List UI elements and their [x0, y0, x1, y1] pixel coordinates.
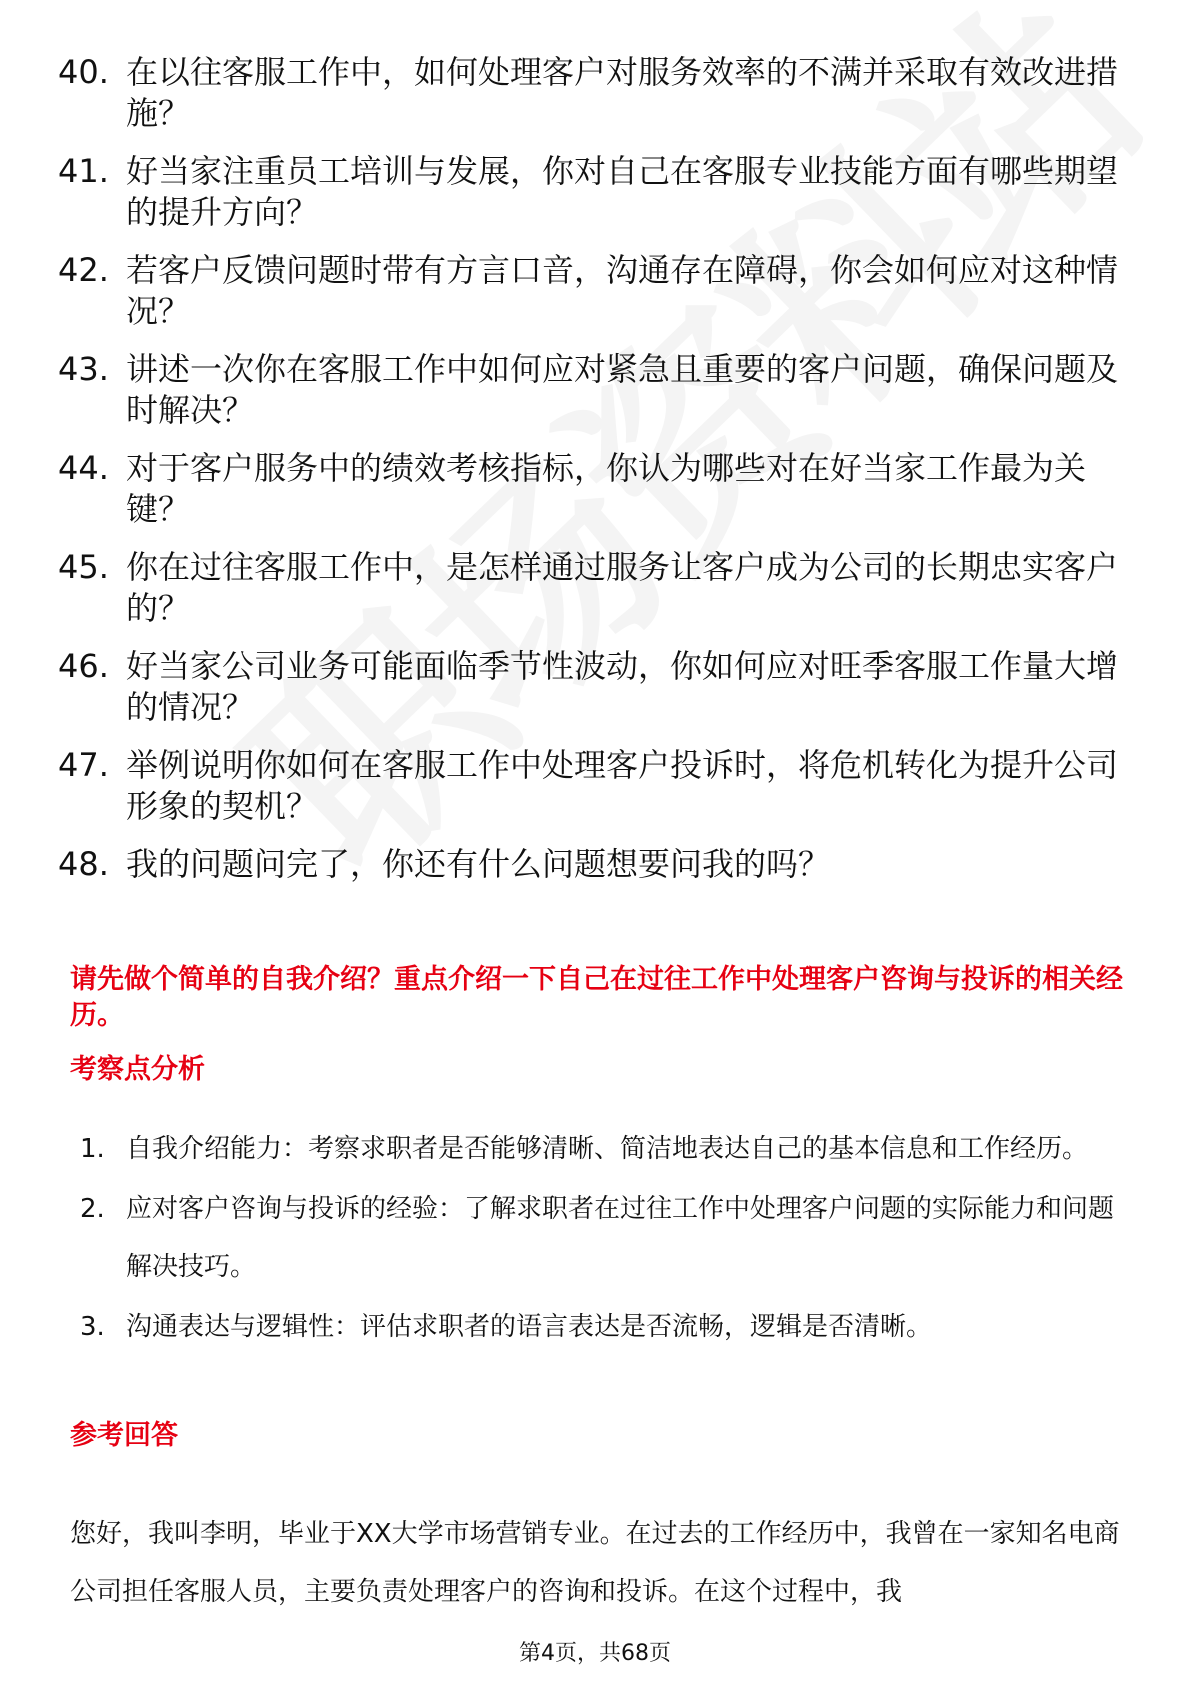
list-item — [58, 547, 1128, 629]
item-number: 45. — [58, 548, 109, 586]
item-text: 在以往客服工作中，如何处理客户对服务效率的不满并采取有效改进措施？ — [126, 53, 1119, 132]
item-number: 47. — [58, 746, 109, 784]
item-number: 42. — [58, 251, 109, 289]
item-number: 3. — [80, 1312, 105, 1342]
item-text: 讲述一次你在客服工作中如何应对紧急且重要的客户问题，确保问题及时解决？ — [126, 350, 1119, 429]
item-number: 1. — [80, 1134, 105, 1164]
item-number: 44. — [58, 449, 109, 487]
item-text: 对于客户服务中的绩效考核指标，你认为哪些对在好当家工作最为关键？ — [126, 449, 1087, 528]
item-number: 2. — [80, 1194, 105, 1224]
item-number: 43. — [58, 350, 109, 388]
item-text: 自我介绍能力：考察求职者是否能够清晰、简洁地表达自己的基本信息和工作经历。 — [126, 1134, 1089, 1164]
list-item — [58, 151, 1128, 233]
answer-paragraph: 您好，我叫李明，毕业于XX大学市场营销专业。在过去的工作经历中，我曾在一家知名电商公司担任客服人员，主要负责处理客户的咨询和投诉。在这个过程中，我 — [70, 1519, 1120, 1607]
list-item — [58, 844, 1128, 885]
page-footer: 第4页，共68页 — [519, 1641, 671, 1666]
list-item — [80, 1120, 1130, 1178]
item-text: 我的问题问完了，你还有什么问题想要问我的吗？ — [126, 845, 831, 883]
question-list — [58, 52, 1128, 902]
list-item — [58, 646, 1128, 728]
list-item — [80, 1298, 1130, 1356]
list-item — [58, 52, 1128, 134]
item-text: 应对客户咨询与投诉的经验：了解求职者在过往工作中处理客户问题的实际能力和问题解决技巧。 — [126, 1194, 1115, 1282]
item-number: 40. — [58, 53, 109, 91]
item-text: 举例说明你如何在客服工作中处理客户投诉时，将危机转化为提升公司形象的契机？ — [126, 746, 1119, 825]
answer-heading: 参考回答 — [70, 1420, 178, 1451]
question-heading: 请先做个简单的自我介绍？重点介绍一下自己在过往工作中处理客户咨询与投诉的相关经历。 — [70, 964, 1123, 1031]
item-number: 46. — [58, 647, 109, 685]
analysis-list — [80, 1120, 1130, 1358]
list-item — [58, 745, 1128, 827]
item-text: 若客户反馈问题时带有方言口音，沟通存在障碍，你会如何应对这种情况？ — [126, 251, 1119, 330]
item-number: 41. — [58, 152, 109, 190]
list-item — [58, 448, 1128, 530]
list-item — [58, 349, 1128, 431]
item-text: 沟通表达与逻辑性：评估求职者的语言表达是否流畅，逻辑是否清晰。 — [126, 1312, 933, 1342]
item-number: 48. — [58, 845, 109, 883]
analysis-heading: 考察点分析 — [70, 1054, 205, 1085]
item-text: 好当家注重员工培训与发展，你对自己在客服专业技能方面有哪些期望的提升方向？ — [126, 152, 1119, 231]
list-item — [58, 250, 1128, 332]
list-item — [80, 1180, 1130, 1296]
item-text: 好当家公司业务可能面临季节性波动，你如何应对旺季客服工作量大增的情况？ — [126, 647, 1119, 726]
item-text: 你在过往客服工作中，是怎样通过服务让客户成为公司的长期忠实客户的？ — [126, 548, 1119, 627]
